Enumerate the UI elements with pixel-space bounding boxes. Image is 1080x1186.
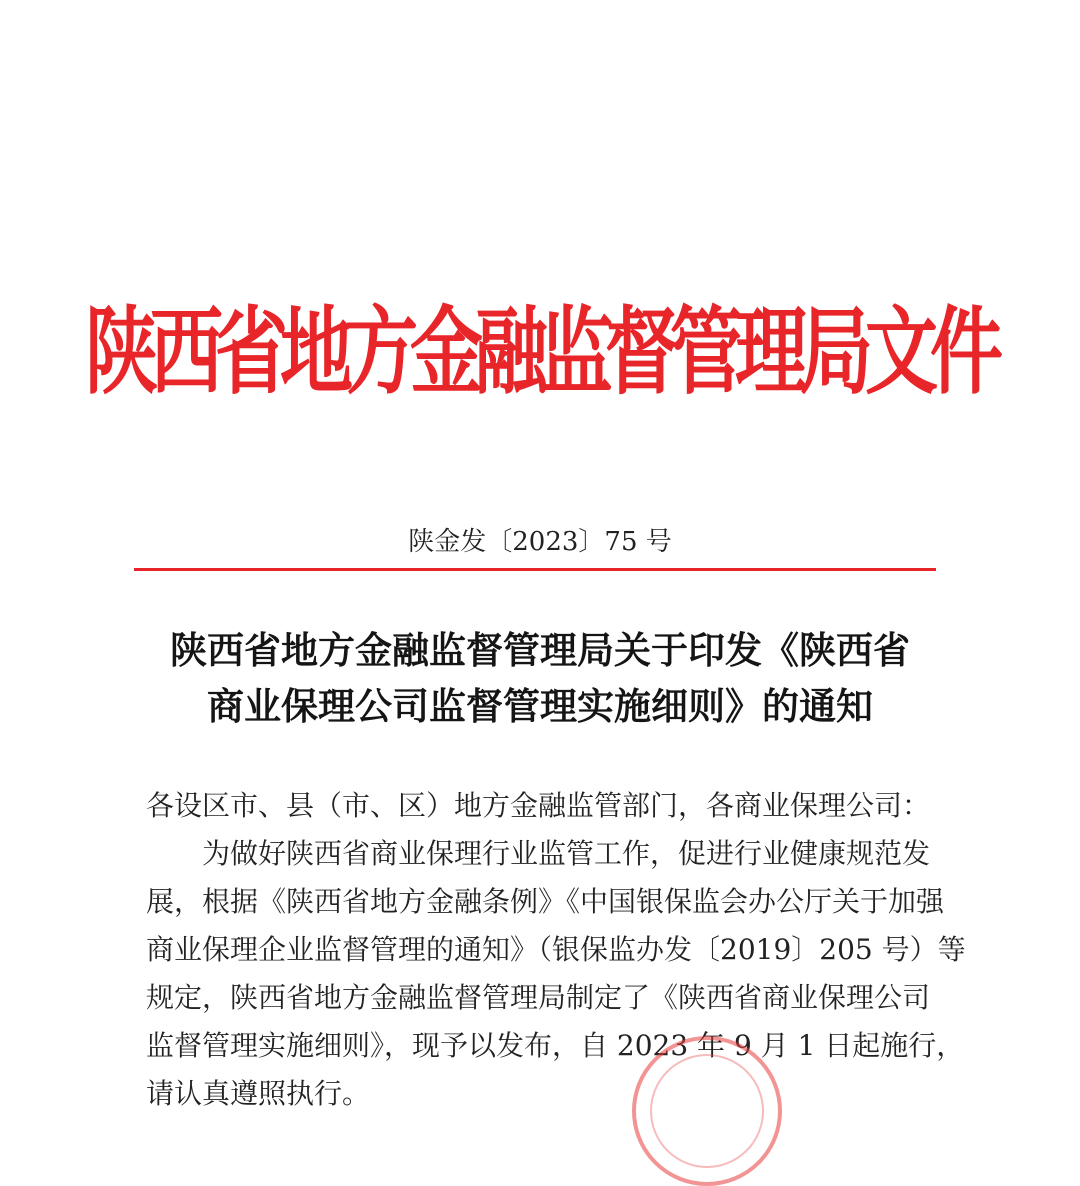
- body-line-6: 请认真遵照执行。: [146, 1077, 371, 1110]
- document-title: [120, 622, 960, 734]
- document-title-line-2: 商业保理公司监督管理实施细则》的通知: [207, 684, 873, 728]
- document-masthead: 陕西省地方金融监督管理局文件: [85, 297, 995, 409]
- body-line-5: 监督管理实施细则》，现予以发布，自 2023 年 9 月 1 日起施行，: [146, 1029, 965, 1062]
- body-line-4: 规定，陕西省地方金融监督管理局制定了《陕西省商业保理公司: [146, 981, 931, 1014]
- document-body: [146, 782, 966, 1118]
- official-seal: [632, 1036, 782, 1186]
- body-line-3: 商业保理企业监督管理的通知》（银保监办发〔2019〕205 号）等: [146, 933, 966, 966]
- salutation: 各设区市、县（市、区）地方金融监管部门，各商业保理公司：: [146, 789, 931, 822]
- official-seal-inner-ring: [650, 1054, 764, 1168]
- document-number: 陕金发〔2023〕75 号: [408, 527, 672, 557]
- body-line-2: 展，根据《陕西省地方金融条例》《中国银保监会办公厅关于加强: [146, 885, 945, 918]
- body-line-1: 为做好陕西省商业保理行业监管工作，促进行业健康规范发: [202, 837, 931, 870]
- document-title-line-1: 陕西省地方金融监督管理局关于印发《陕西省: [170, 628, 910, 672]
- red-divider-line: [134, 568, 936, 571]
